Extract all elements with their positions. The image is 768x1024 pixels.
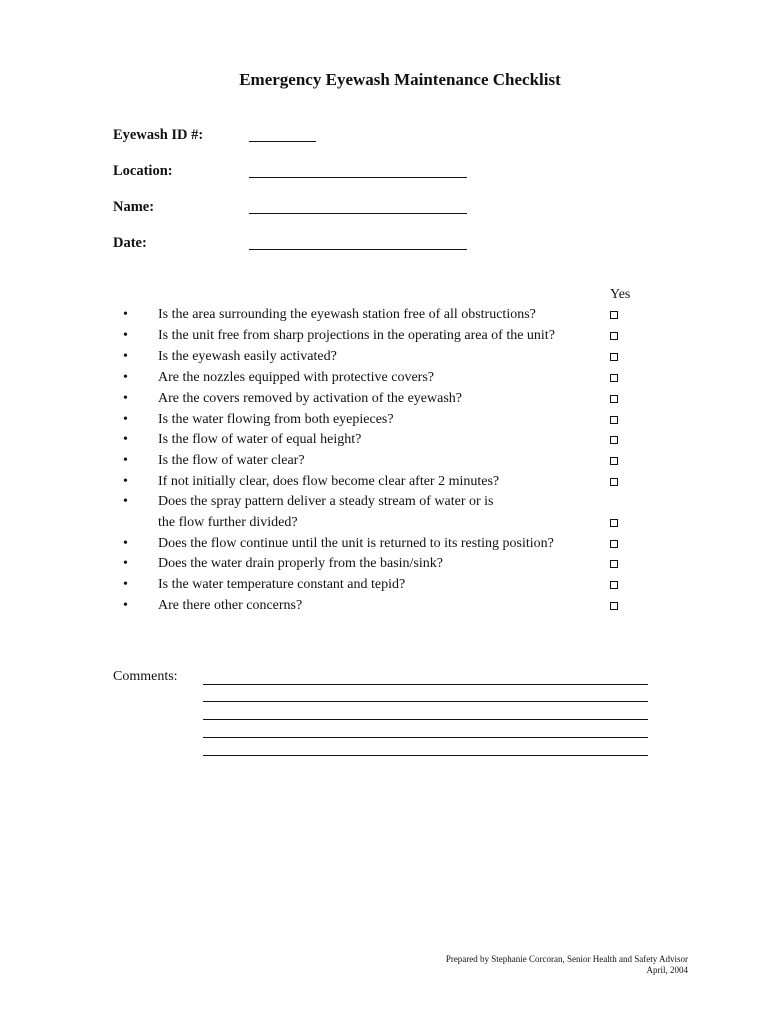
bullet-icon: • <box>123 556 128 571</box>
bullet-icon: • <box>123 494 128 509</box>
yes-checkbox[interactable] <box>610 602 618 610</box>
checklist-question: Are the nozzles equipped with protective covers? <box>158 370 435 385</box>
checklist-question: Are there other concerns? <box>158 598 303 613</box>
checklist-item <box>0 430 768 450</box>
checklist-item <box>0 368 768 388</box>
yes-checkbox[interactable] <box>610 416 618 424</box>
checklist-question: Is the flow of water of equal height? <box>158 432 362 447</box>
comment-line[interactable] <box>203 719 648 720</box>
comment-line[interactable] <box>203 737 648 738</box>
checklist-item <box>0 326 768 346</box>
yes-column-header: Yes <box>610 287 631 302</box>
yes-checkbox[interactable] <box>610 311 618 319</box>
checklist-item <box>0 534 768 554</box>
name-label: Name: <box>113 199 155 215</box>
checklist-question: Does the water drain properly from the basin/sink? <box>158 556 443 571</box>
yes-checkbox[interactable] <box>610 560 618 568</box>
checklist-item-continued <box>0 513 768 533</box>
yes-checkbox[interactable] <box>610 478 618 486</box>
yes-checkbox[interactable] <box>610 457 618 465</box>
checklist-item <box>0 596 768 616</box>
prepared-by: Prepared by Stephanie Corcoran, Senior Health and Safety Advisor <box>445 954 688 964</box>
checklist-question: Does the flow continue until the unit is returned to its resting position? <box>158 536 554 551</box>
footer <box>446 954 688 976</box>
yes-checkbox[interactable] <box>610 519 618 527</box>
yes-checkbox[interactable] <box>610 395 618 403</box>
checklist-question: Is the area surrounding the eyewash station free of all obstructions? <box>158 307 536 322</box>
bullet-icon: • <box>123 328 128 343</box>
bullet-icon: • <box>123 577 128 592</box>
bullet-icon: • <box>123 598 128 613</box>
checklist-item <box>0 472 768 492</box>
bullet-icon: • <box>123 412 128 427</box>
checklist-question: Is the water temperature constant and tepid? <box>158 577 406 592</box>
bullet-icon: • <box>123 536 128 551</box>
checklist-item <box>0 575 768 595</box>
checklist-item <box>0 554 768 574</box>
eyewash-id-label: Eyewash ID #: <box>113 127 204 143</box>
yes-checkbox[interactable] <box>610 332 618 340</box>
checklist-item <box>0 492 768 512</box>
checklist-question: Is the flow of water clear? <box>158 453 305 468</box>
yes-checkbox[interactable] <box>610 353 618 361</box>
checklist-question: If not initially clear, does flow become clear after 2 minutes? <box>158 474 500 489</box>
yes-checkbox[interactable] <box>610 540 618 548</box>
bullet-icon: • <box>123 307 128 322</box>
bullet-icon: • <box>123 453 128 468</box>
checklist-question: Is the unit free from sharp projections in the operating area of the unit? <box>158 328 555 343</box>
checklist-item <box>0 451 768 471</box>
bullet-icon: • <box>123 432 128 447</box>
bullet-icon: • <box>123 349 128 364</box>
yes-checkbox[interactable] <box>610 436 618 444</box>
name-blank[interactable] <box>249 213 467 214</box>
date-label: Date: <box>113 235 147 251</box>
comment-line[interactable] <box>203 755 648 756</box>
bullet-icon: • <box>123 391 128 406</box>
checklist-question: Are the covers removed by activation of the eyewash? <box>158 391 462 406</box>
date-blank[interactable] <box>249 249 467 250</box>
checklist-item <box>0 347 768 367</box>
yes-checkbox[interactable] <box>610 374 618 382</box>
checklist-item <box>0 389 768 409</box>
checklist-item <box>0 305 768 325</box>
comments-label: Comments: <box>113 669 178 684</box>
eyewash-id-blank[interactable] <box>249 141 316 142</box>
checklist-question: the flow further divided? <box>158 515 298 530</box>
location-label: Location: <box>113 163 173 179</box>
bullet-icon: • <box>123 474 128 489</box>
checklist-item <box>0 410 768 430</box>
comment-line[interactable] <box>203 684 648 685</box>
location-blank[interactable] <box>249 177 467 178</box>
yes-checkbox[interactable] <box>610 581 618 589</box>
page-title: Emergency Eyewash Maintenance Checklist <box>239 70 561 89</box>
comment-line[interactable] <box>203 701 648 702</box>
checklist-question: Does the spray pattern deliver a steady stream of water or is <box>158 494 494 509</box>
bullet-icon: • <box>123 370 128 385</box>
checklist-question: Is the water flowing from both eyepieces? <box>158 412 394 427</box>
footer-date: April, 2004 <box>646 965 688 975</box>
checklist-question: Is the eyewash easily activated? <box>158 349 337 364</box>
